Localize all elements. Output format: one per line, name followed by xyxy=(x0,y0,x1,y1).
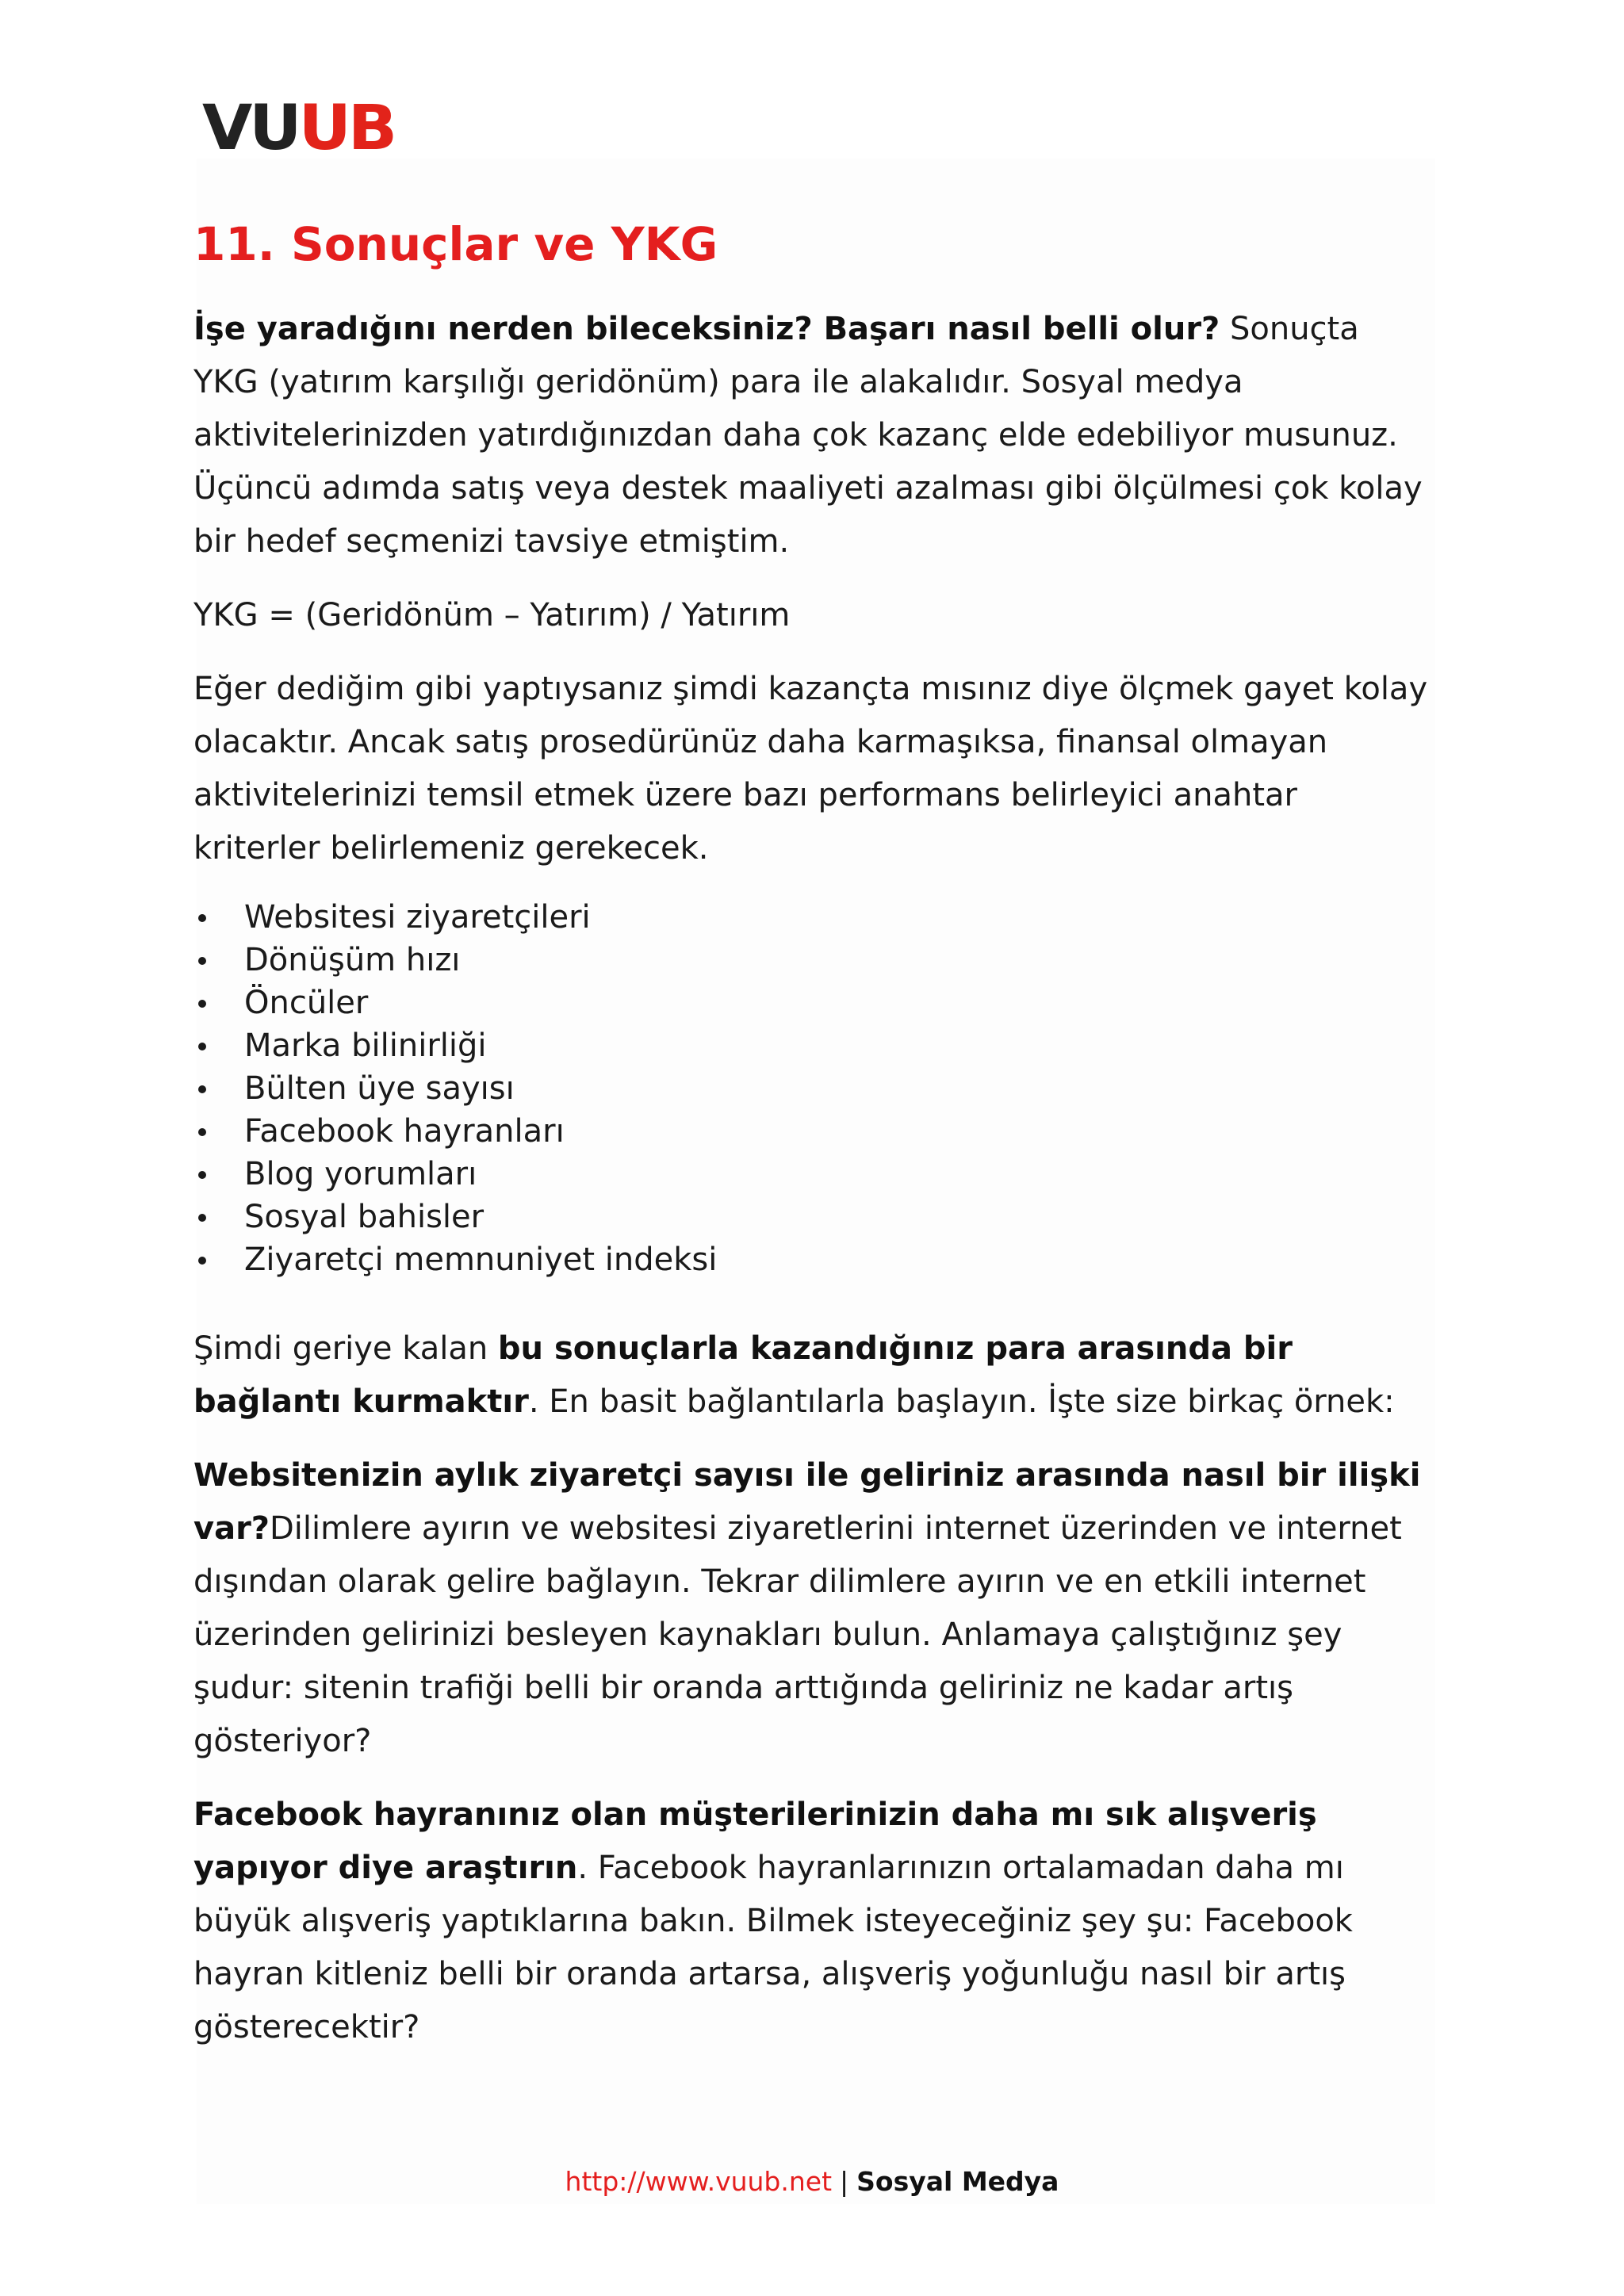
document-body xyxy=(193,211,1431,2075)
roi-formula: YKG = (Geridönüm – Yatırım) / Yatırım xyxy=(193,597,791,633)
facebook-example-text: . Facebook hayranlarınızın ortalamadan daha mı büyük alışveriş yaptıklarına bakın. Bilmek isteyeceğiniz şey şu: Facebook hayran kitleniz belli bir oranda artarsa, alışveriş yoğunluğu nasıl bir artış gösterecektir? xyxy=(193,1850,1353,2045)
connection-bold: bu sonuçlarla kazandığınız para arasında bir bağlantı kurmaktır xyxy=(193,1330,1293,1420)
intro-question: İşe yaradığını nerden bileceksiniz? Başarı nasıl belli olur? xyxy=(193,311,1220,347)
vuub-logo xyxy=(202,93,395,164)
footer-link[interactable]: http://www.vuub.net xyxy=(565,2166,833,2197)
connection-paragraph xyxy=(193,1322,1431,1429)
list-item: Websitesi ziyaretçileri xyxy=(244,896,1431,939)
intro-paragraph xyxy=(193,303,1431,568)
list-item: Facebook hayranları xyxy=(244,1110,1431,1153)
facebook-example-paragraph xyxy=(193,1789,1431,2054)
list-item: Sosyal bahisler xyxy=(244,1196,1431,1238)
connection-post: . En basit bağlantılarla başlayın. İşte size birkaç örnek: xyxy=(528,1383,1395,1420)
footer-separator: | xyxy=(840,2166,849,2197)
section-heading: 11. Sonuçlar ve YKG xyxy=(193,217,718,271)
kpi-list xyxy=(193,896,1431,1281)
list-item: Dönüşüm hızı xyxy=(244,939,1431,982)
list-item: Marka bilinirliği xyxy=(244,1024,1431,1067)
list-item: Bülten üye sayısı xyxy=(244,1067,1431,1110)
footer-title: Sosyal Medya xyxy=(856,2166,1059,2197)
website-example-paragraph xyxy=(193,1449,1431,1768)
logo-part-ub: UB xyxy=(298,93,395,164)
page-footer xyxy=(0,2163,1624,2201)
intro-text: Sonuçta YKG (yatırım karşılığı geridönüm) para ile alakalıdır. Sosyal medya aktivitelerinizden yatırdığınızdan daha çok kazanç elde edebiliyor musunuz. Üçüncü adımda satış veya destek maaliyeti azalması gibi ölçülmesi çok kolay bir hedef seçmenizi tavsiye etmiştim. xyxy=(193,311,1423,560)
facebook-example-question: Facebook hayranınız olan müşterilerinizin daha mı sık alışveriş yapıyor diye araştırın xyxy=(193,1797,1317,1886)
connection-pre: Şimdi geriye kalan xyxy=(193,1330,498,1367)
list-item: Öncüler xyxy=(244,982,1431,1024)
list-item: Ziyaretçi memnuniyet indeksi xyxy=(244,1238,1431,1281)
list-item: Blog yorumları xyxy=(244,1153,1431,1196)
kpi-paragraph: Eğer dediğim gibi yaptıysanız şimdi kazançta mısınız diye ölçmek gayet kolay olacaktır. Ancak satış prosedürünüz daha karmaşıksa, finansal olmayan aktivitelerinizi temsil etmek üzere bazı performans belirleyici anahtar kriterler belirlemeniz gerekecek. xyxy=(193,671,1428,867)
website-example-text: Dilimlere ayırın ve websitesi ziyaretlerini internet üzerinden ve internet dışından olarak gelire bağlayın. Tekrar dilimlere ayırın ve en etkili internet üzerinden gelirinizi besleyen kaynakları bulun. Anlamaya çalıştığınız şey şudur: sitenin trafiği belli bir oranda arttığında geliriniz ne kadar artış gösteriyor? xyxy=(193,1510,1402,1759)
logo-part-vu: VU xyxy=(202,93,299,164)
website-example-question: Websitenizin aylık ziyaretçi sayısı ile geliriniz arasında nasıl bir ilişki var? xyxy=(193,1457,1421,1547)
